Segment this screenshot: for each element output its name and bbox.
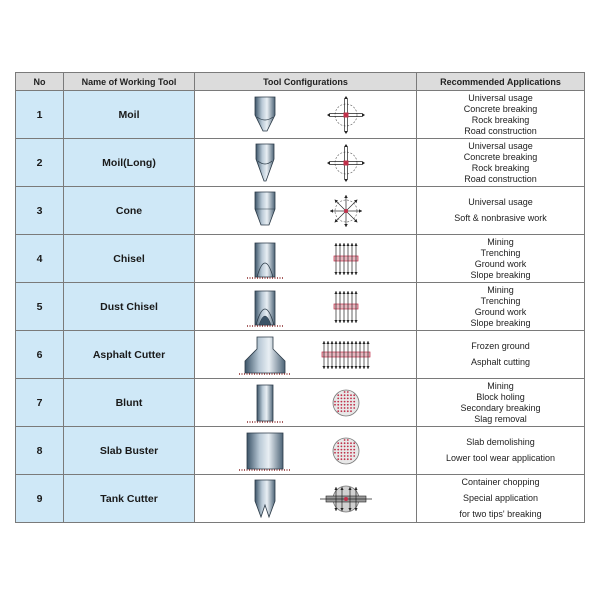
recommended-applications [417,475,585,523]
application-item: Slag removal [474,413,527,424]
application-item: Universal usage [468,140,533,151]
chisel-tool-icon [235,237,295,281]
working-tools-table [15,72,585,523]
application-item: Rock breaking [471,162,530,173]
tool-name: Moil(Long) [64,139,195,187]
tool-configuration [195,331,417,379]
header-no: No [16,73,64,91]
application-item: Mining [487,236,514,247]
tool-row [16,283,585,331]
tool-name: Cone [64,187,195,235]
application-item: Block holing [476,391,525,402]
blunt-tool-icon [235,381,295,425]
tool-name: Asphalt Cutter [64,331,195,379]
application-item: Container chopping [461,477,540,487]
application-item: Secondary breaking [460,402,541,413]
application-item: Trenching [480,295,521,306]
application-item: Ground work [474,306,527,317]
application-item: Concrete breaking [463,103,538,114]
crosshair-pattern-icon [316,93,376,137]
tool-row [16,235,585,283]
tool-name: Slab Buster [64,427,195,475]
tool-row [16,187,585,235]
tool-row [16,91,585,139]
tool-number: 5 [16,283,64,331]
application-item: Slab demolishing [466,437,535,447]
application-item: Ground work [474,258,527,269]
tool-row [16,475,585,523]
tool-configuration [195,379,417,427]
application-item: Mining [487,284,514,295]
slab-buster-tool-icon [235,429,295,473]
tool-configuration [195,427,417,475]
application-item: Universal usage [468,197,533,207]
recommended-applications [417,331,585,379]
crosshair-pattern-icon [316,141,376,185]
tool-configuration [195,475,417,523]
tool-configuration [195,187,417,235]
asphalt-cutter-tool-icon [235,333,295,377]
recommended-applications [417,235,585,283]
tool-number: 2 [16,139,64,187]
application-item: for two tips' breaking [459,509,542,519]
tool-configuration [195,235,417,283]
application-item: Road construction [464,125,537,136]
application-item: Mining [487,380,514,391]
vertical-arrows-pattern-icon [316,237,376,281]
tool-name: Moil [64,91,195,139]
tool-configuration [195,139,417,187]
tool-number: 7 [16,379,64,427]
header-config: Tool Configurations [195,73,417,91]
tool-number: 3 [16,187,64,235]
tool-name: Dust Chisel [64,283,195,331]
dotted-circle-pattern-icon [316,381,376,425]
application-item: Soft & nonbrasive work [454,213,547,223]
header-apps: Recommended Applications [417,73,585,91]
application-item: Rock breaking [471,114,530,125]
tool-configuration [195,283,417,331]
header-row [16,73,585,91]
tool-number: 6 [16,331,64,379]
vertical-arrows-pattern-icon [316,285,376,329]
recommended-applications [417,91,585,139]
tool-row [16,331,585,379]
tool-number: 1 [16,91,64,139]
tool-number: 4 [16,235,64,283]
tool-number: 9 [16,475,64,523]
application-item: Slope breaking [470,269,531,280]
tool-name: Tank Cutter [64,475,195,523]
application-item: Concrete breaking [463,151,538,162]
radial-star-pattern-icon [316,189,376,233]
recommended-applications [417,427,585,475]
tool-row [16,139,585,187]
tool-name: Blunt [64,379,195,427]
application-item: Lower tool wear application [445,453,556,463]
tool-name: Chisel [64,235,195,283]
dust-chisel-tool-icon [235,285,295,329]
tool-row [16,379,585,427]
application-item: Slope breaking [470,317,531,328]
cone-tool-icon [235,189,295,233]
tool-row [16,427,585,475]
moil-long-tool-icon [235,141,295,185]
dotted-circle-pattern-icon [316,429,376,473]
application-item: Asphalt cutting [470,357,531,367]
recommended-applications [417,379,585,427]
application-item: Universal usage [468,92,533,103]
tank-cutter-tool-icon [235,477,295,521]
recommended-applications [417,139,585,187]
header-name: Name of Working Tool [64,73,195,91]
application-item: Special application [462,493,539,503]
recommended-applications [417,187,585,235]
recommended-applications [417,283,585,331]
application-item: Road construction [464,173,537,184]
wide-arrows-pattern-icon [316,333,376,377]
application-item: Trenching [480,247,521,258]
tool-configuration [195,91,417,139]
moil-tool-icon [235,93,295,137]
split-circle-pattern-icon [316,477,376,521]
tool-number: 8 [16,427,64,475]
application-item: Frozen ground [471,341,530,351]
